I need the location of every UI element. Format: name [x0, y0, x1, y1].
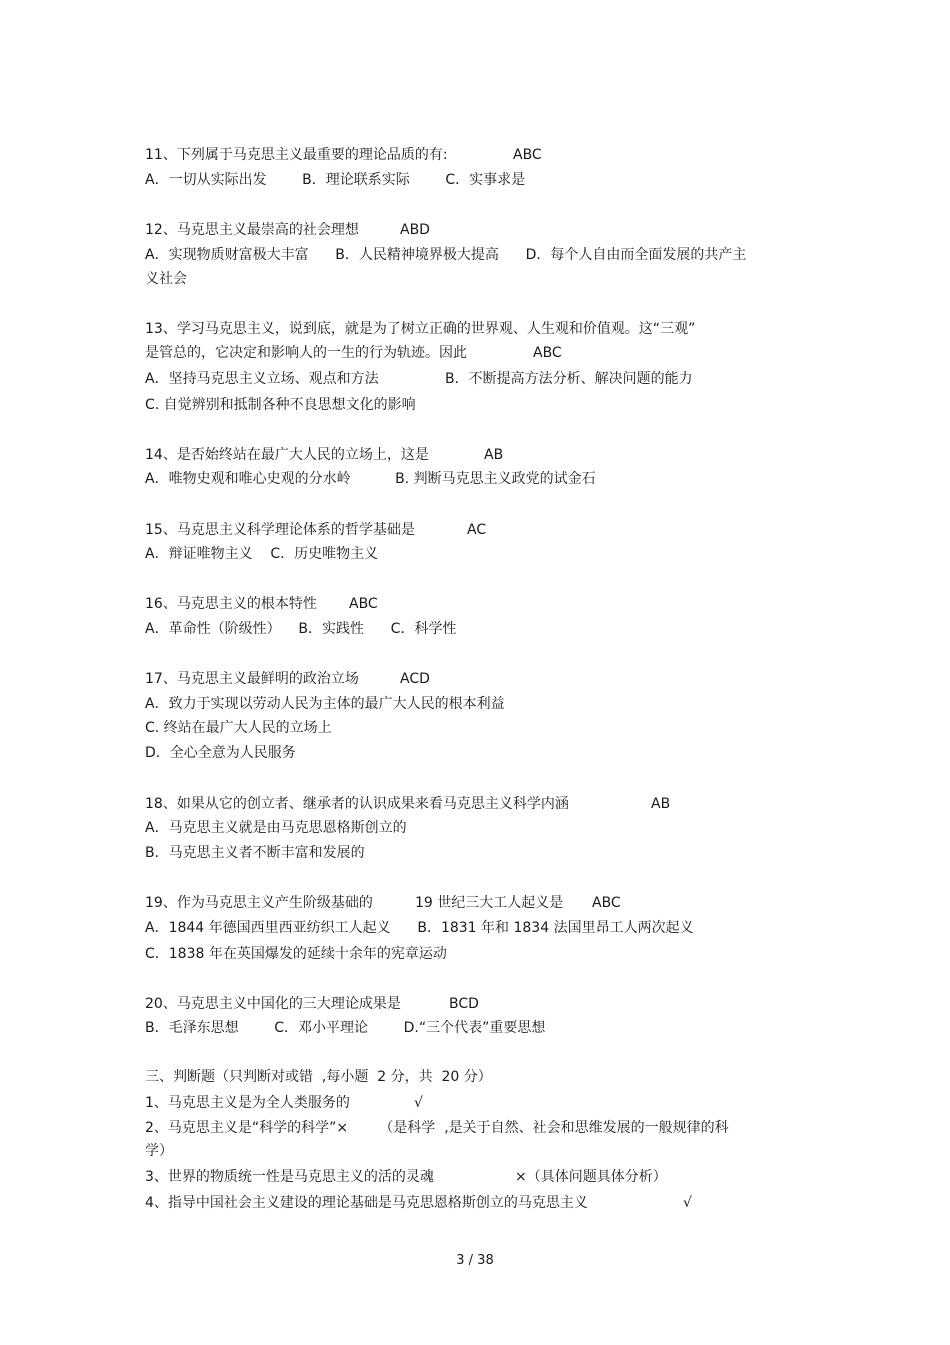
q13-stem: 13、学习马克思主义，说到底，就是为了树立正确的世界观、人生观和价值观。这“三观” — [145, 321, 696, 337]
q19-stem-b: 19 世纪三大工人起义是 — [415, 895, 564, 911]
q13-option-c: C. 自觉辨别和抵制各种不良思想文化的影响 — [145, 397, 416, 413]
q19-stem: 19、作为马克思主义产生阶级基础的 — [145, 895, 373, 911]
q18-option-a: A．马克思主义就是由马克思恩格斯创立的 — [145, 820, 407, 836]
q12-options: A．实现物质财富极大丰富 B．人民精神境界极大提高 D．每个人自由而全面发展的共产主 — [145, 247, 747, 263]
q20-options: B．毛泽东思想 C．邓小平理论 D.“三个代表”重要思想 — [145, 1020, 546, 1036]
q14-stem: 14、是否始终站在最广大人民的立场上，这是 — [145, 447, 429, 463]
q11-answer: ABC — [513, 147, 542, 163]
q14-options: A．唯物史观和唯心史观的分水岭 B. 判断马克思主义政党的试金石 — [145, 471, 596, 487]
page-number: 3 / 38 — [456, 1253, 494, 1268]
judge-1-mark: √ — [414, 1095, 423, 1111]
q15-answer: AC — [467, 522, 487, 538]
q17-answer: ACD — [400, 671, 430, 687]
q13-option-a: A．坚持马克思主义立场、观点和方法 — [145, 371, 379, 387]
q18-option-b: B．马克思主义者不断丰富和发展的 — [145, 845, 365, 861]
q15-options: A．辩证唯物主义 C．历史唯物主义 — [145, 546, 379, 562]
judge-2-cont: 学） — [145, 1143, 173, 1159]
q12-stem: 12、马克思主义最崇高的社会理想 — [145, 222, 359, 238]
judge-2-text: 2、马克思主义是“科学的科学”× （是科学 ,是关于自然、社会和思维发展的一般规律的科 — [145, 1120, 729, 1136]
q14-answer: AB — [484, 447, 504, 463]
q20-stem: 20、马克思主义中国化的三大理论成果是 — [145, 996, 401, 1012]
q18-stem: 18、如果从它的创立者、继承者的认识成果来看马克思主义科学内涵 — [145, 796, 569, 812]
q20-answer: BCD — [449, 996, 479, 1012]
judge-3-mark: ×（具体问题具体分析） — [515, 1169, 667, 1185]
judge-4-text: 4、指导中国社会主义建设的理论基础是马克思恩格斯创立的马克思主义 — [145, 1195, 588, 1211]
q11-stem: 11、下列属于马克思主义最重要的理论品质的有: — [145, 147, 448, 163]
q19-answer: ABC — [592, 895, 621, 911]
q16-options: A．革命性（阶级性） B．实践性 C．科学性 — [145, 621, 457, 637]
q19-option-c: C．1838 年在英国爆发的延续十余年的宪章运动 — [145, 946, 447, 962]
q19-options: A．1844 年德国西里西亚纺织工人起义 B．1831 年和 1834 法国里昂工人两次起义 — [145, 920, 694, 936]
q16-stem: 16、马克思主义的根本特性 — [145, 596, 317, 612]
section3-heading: 三、判断题（只判断对或错 ,每小题 2 分，共 20 分） — [145, 1069, 492, 1085]
q11-options: A．一切从实际出发 B．理论联系实际 C．实事求是 — [145, 172, 526, 188]
q15-stem: 15、马克思主义科学理论体系的哲学基础是 — [145, 522, 415, 538]
q13-stem-cont: 是管总的，它决定和影响人的一生的行为轨迹。因此 — [145, 345, 467, 361]
q17-option-d: D．全心全意为人民服务 — [145, 745, 296, 761]
q13-option-b: B．不断提高方法分析、解决问题的能力 — [445, 371, 693, 387]
judge-4-mark: √ — [683, 1195, 692, 1211]
judge-1-text: 1、马克思主义是为全人类服务的 — [145, 1095, 350, 1111]
q17-stem: 17、马克思主义最鲜明的政治立场 — [145, 671, 359, 687]
q17-option-a: A．致力于实现以劳动人民为主体的最广大人民的根本利益 — [145, 696, 505, 712]
q13-answer: ABC — [533, 345, 562, 361]
judge-3-text: 3、世界的物质统一性是马克思主义的活的灵魂 — [145, 1169, 434, 1185]
q17-option-c: C. 终站在最广大人民的立场上 — [145, 720, 332, 736]
q12-options-cont: 义社会 — [145, 271, 187, 287]
q16-answer: ABC — [349, 596, 378, 612]
q12-answer: ABD — [400, 222, 430, 238]
q18-answer: AB — [651, 796, 671, 812]
